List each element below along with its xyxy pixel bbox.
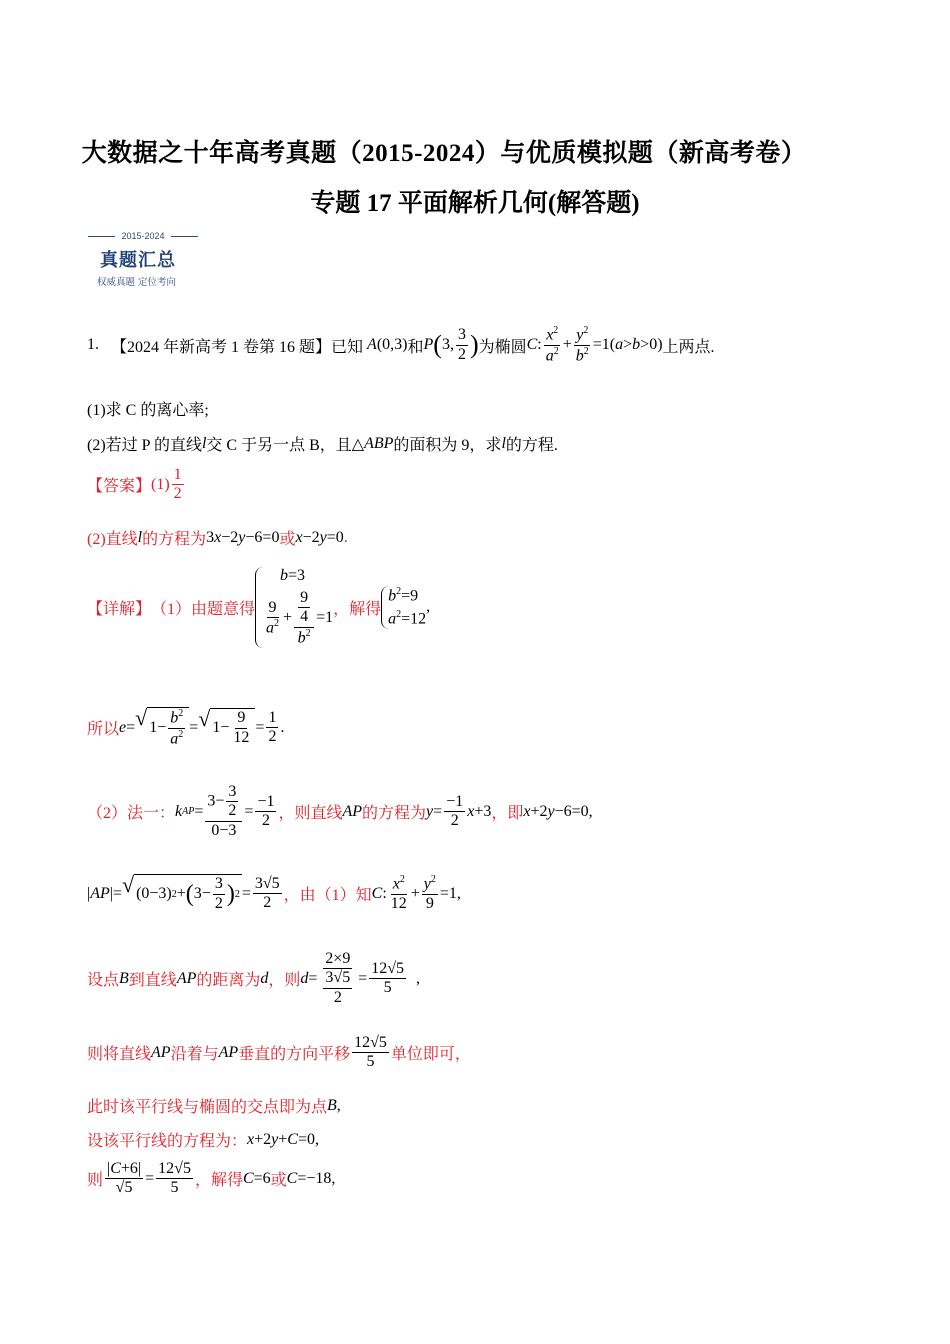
document-subtitle: 专题 17 平面解析几何(解答题) [310, 190, 640, 217]
detail-distance-d: 设点 B 到直线 AP 的距离为 d ，则 d = $\frac{2\times 9}{\frac{3√5}{2}}$ = $\frac{12√5}{5}$ , [87, 950, 421, 1006]
detail-distance-ap: | AP |= √ (0−3) 2 + ( 3− $\frac{3}{2}$ ) 2 = $\frac{3√5}{2}$ ，由（1）知 C : $\frac{x^2}{12}$ + $\frac{y^2}{9}$ =1, [87, 872, 461, 912]
badge-subtitle: 权威真题 定位考向 [97, 277, 177, 288]
answer-part1: 【答案】 (1) $\frac{1}{2}$ [87, 466, 182, 503]
detail-eccentricity: 所以 e = √ 1− $\frac{b^2}{a^2}$ = √ 1− $\frac{9}{12}$ = $\frac{1}{2}$ . [87, 705, 285, 748]
detail-shift: 则将直线 AP 沿着与 AP 垂直的方向平移 $\frac{12√5}{5}$ 单位即可， [87, 1034, 471, 1071]
detail-slope: （2）法一： k AP = 3− $\frac{3}{2}$ 0−3 = $\frac{-1}{2}$ ，则直线 AP 的方程为 y = $\frac{-1}{2}$ x +3 ，即 x +2 y −6=0, [87, 783, 593, 839]
badge-range: 2015-2024 [88, 231, 198, 241]
question-1-part1: (1)求 C 的离心率; [87, 402, 209, 419]
detail-solve-c: 则 $\frac{|C+6|}{√5}$ = $\frac{12√5}{5}$ ，解得 C =6 或 C =−18, [87, 1160, 336, 1197]
detail-parallel-line: 设该平行线的方程为： x +2 y + C =0, [87, 1130, 319, 1150]
badge-title: 真题汇总 [100, 250, 176, 271]
section-badge [88, 228, 208, 288]
detail-step1: 【详解】 （1）由题意得 b=3 $\frac{9}{a^2}$ + $\frac{\frac{9}{4}}{b^2}$ =1 ，解得 $b^2=9$ $a^2=12$ , [87, 567, 431, 647]
question-1: 1. 【2024 年新高考 1 卷第 16 题】 已知 A (0,3) 和 P ( 3, $\frac{3}{2}$ ) 为椭圆 C : $\frac{x^2}{a^2}$ + $\frac{y^2}{b^2}$ =1( a > b >0) 上两点. [87, 325, 715, 365]
question-1-part2: (2)若过 P 的直线 l 交 C 于另一点 B，且 △ ABP 的面积为 9，求 l 的方程. [87, 434, 558, 454]
detail-intersection: 此时该平行线与椭圆的交点即为点 B , [87, 1096, 341, 1116]
answer-part2: (2)直线 l 的方程为 3x−2y−6=0 或 x−2y=0 . [87, 528, 348, 548]
document-title: 大数据之十年高考真题（2015-2024）与优质模拟题（新高考卷） [81, 140, 807, 167]
